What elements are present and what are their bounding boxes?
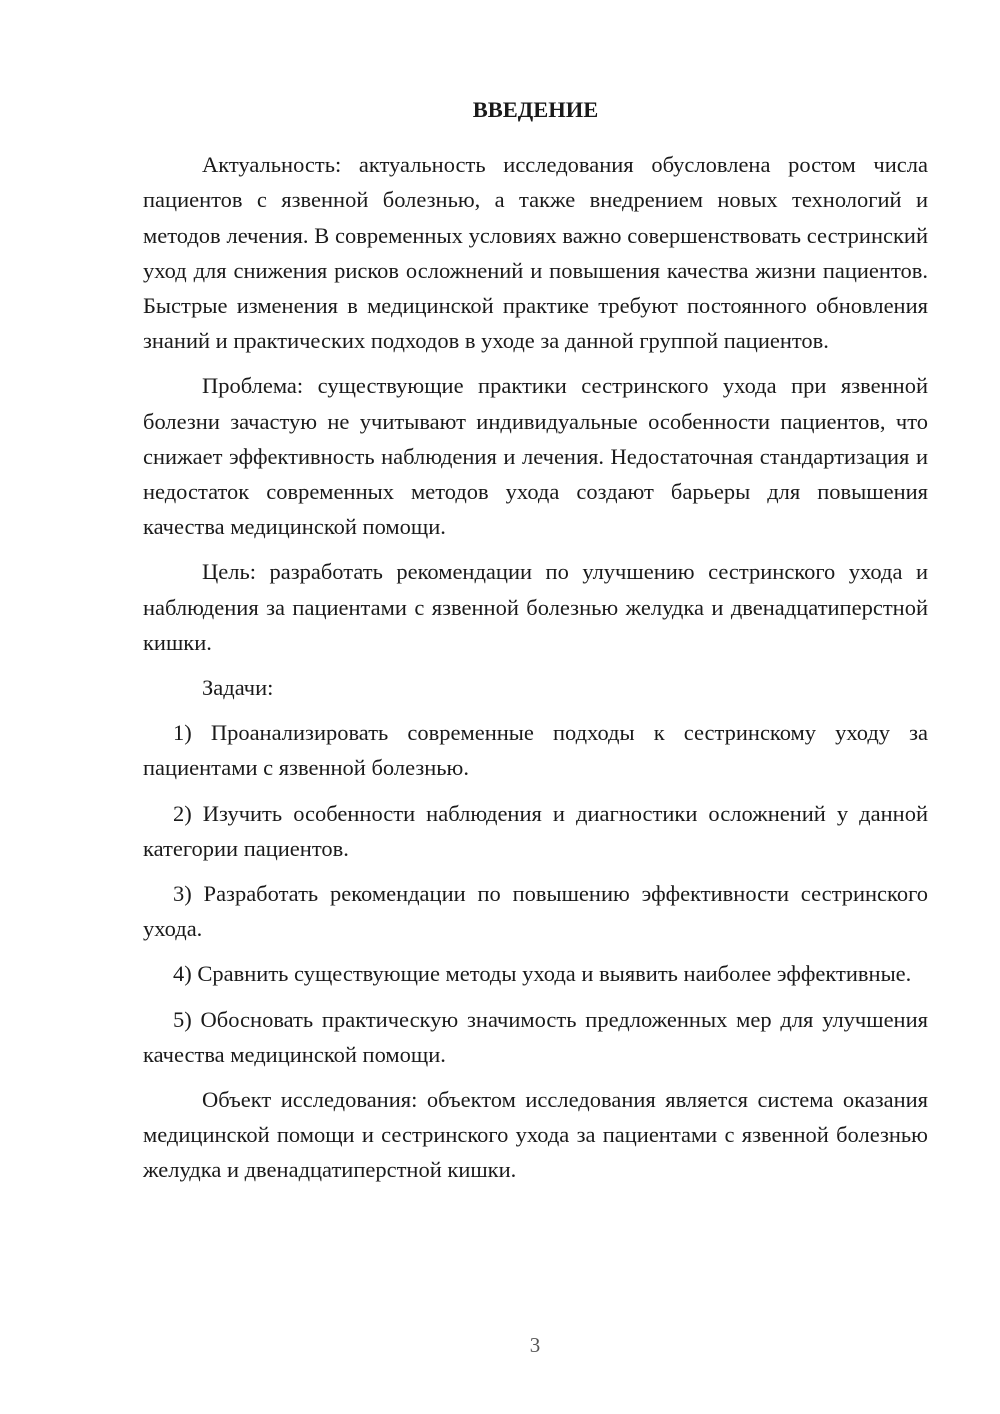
task-item-5: 5) Обосновать практическую значимость предложенных мер для улучшения качества медицинской помощи. bbox=[143, 1006, 928, 1067]
document-page bbox=[143, 92, 928, 1198]
paragraph-object: Объект исследования: объектом исследования является система оказания медицинской помощи и сестринского ухода за пациентами с язвенной болезнью желудка и двенадцатиперстной кишки. bbox=[143, 1087, 928, 1183]
page-number: 3 bbox=[529, 1333, 541, 1357]
paragraph-goal: Цель: разработать рекомендации по улучшению сестринского ухода и наблюдения за пациентами с язвенной болезнью желудка и двенадцатиперстной кишки. bbox=[143, 559, 928, 655]
task-item-2: 2) Изучить особенности наблюдения и диагностики осложнений у данной категории пациентов. bbox=[143, 800, 928, 861]
section-heading: ВВЕДЕНИЕ bbox=[472, 97, 599, 122]
tasks-label: Задачи: bbox=[202, 675, 274, 701]
task-item-1: 1) Проанализировать современные подходы к сестринскому уходу за пациентами с язвенной болезнью. bbox=[143, 720, 928, 781]
paragraph-relevance: Актуальность: актуальность исследования обусловлена ростом числа пациентов с язвенной болезнью, а также внедрением новых технологий и методов лечения. В современных условиях важно совершенствовать сестринский уход для снижения рисков осложнений и повышения качества жизни пациентов. Быстрые изменения в медицинской практике требуют постоянного обновления знаний и практических подходов в уходе за данной группой пациентов. bbox=[143, 152, 928, 354]
task-item-3: 3) Разработать рекомендации по повышению эффективности сестринского ухода. bbox=[143, 881, 928, 942]
paragraph-problem: Проблема: существующие практики сестринского ухода при язвенной болезни зачастую не учитывают индивидуальные особенности пациентов, что снижает эффективность наблюдения и лечения. Недостаточная стандартизация и недостаток современных методов ухода создают барьеры для повышения качества медицинской помощи. bbox=[143, 373, 928, 540]
task-item-4: 4) Сравнить существующие методы ухода и выявить наиболее эффективные. bbox=[173, 961, 912, 987]
